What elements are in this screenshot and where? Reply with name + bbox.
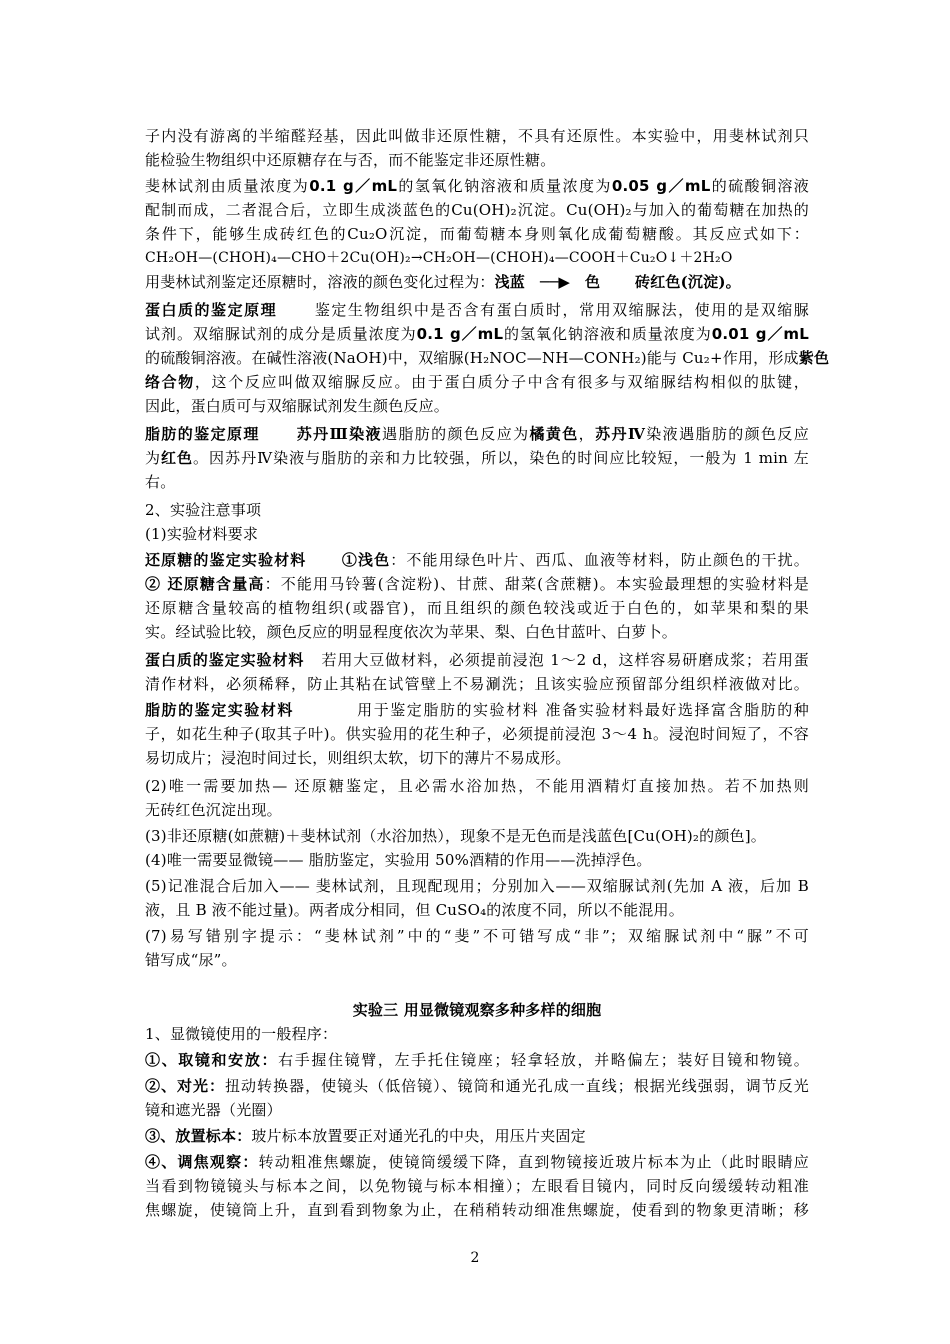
text-line: 错写成“尿”。 [145,951,237,969]
text-line: 因此，蛋白质可与双缩脲试剂发生颜色反应。 [145,397,450,415]
text-line: 镜和遮光器（光圈） [145,1101,282,1119]
text-line: ② 还原糖含量高：不能用马铃薯(含淀粉)、甘蔗、甜菜(含蔗糖)。本实验最理想的实验材料是 [145,575,809,593]
text-line: ②、对光：扭动转换器，使镜头（低倍镜）、镜筒和通光孔成一直线；根据光线强弱，调节反光 [145,1077,809,1095]
text-line: 易切成片；浸泡时间过长，则组织太软，切下的薄片不易成形。 [145,749,571,767]
section-heading: 脂肪的鉴定实验材料 [145,701,294,719]
text-line: 配制而成，二者混合后，立即生成淡蓝色的Cu(OH)₂沉淀。Cu(OH)₂与加入的葡萄糖在加热的 [145,201,809,219]
text-line: 用斐林试剂鉴定还原糖时，溶液的颜色变化过程为：浅蓝 ──▶ 色 砖红色(沉淀)。 [145,273,741,291]
text-line: 子内没有游离的半缩醛羟基，因此叫做非还原性糖，不具有还原性。本实验中，用斐林试剂只 [145,127,809,145]
experiment-title: 实验三 用显微镜观察多种多样的细胞 [352,1001,602,1019]
text-line: (5)记准混合后加入—— 斐林试剂，且现配现用；分别加入——双缩脲试剂(先加 A 液，后加 B [145,877,809,895]
text-line: (7)易写错别字提示：“斐林试剂”中的“斐”不可错写成“非”；双缩脲试剂中“脲”不可 [145,927,809,945]
text-line: 实。经试验比较，颜色反应的明显程度依次为苹果、梨、白色甘蓝叶、白萝卜。 [145,623,678,641]
section-title: 1、显微镜使用的一般程序： [145,1025,338,1043]
subsection-title: (1)实验材料要求 [145,525,259,543]
text-line: (3)非还原糖(如蔗糖)＋斐林试剂（水浴加热），现象不是无色而是浅蓝色[Cu(OH)₂的颜色]。 [145,827,766,845]
section-heading: 蛋白质的鉴定原理 [145,301,278,319]
text-line: 当看到物镜镜头与标本之间，以免物镜与标本相撞）；左眼看目镜内，同时反向缓缓转动粗准 [145,1177,809,1195]
text-line: ①、取镜和安放：右手握住镜臂，左手托住镜座；轻拿轻放，并略偏左；装好目镜和物镜。 [145,1051,809,1069]
text-line: 无砖红色沉淀出现。 [145,801,282,819]
text-line: 子，如花生种子(取其子叶)。供实验用的花生种子，必须提前浸泡 3～4 h。浸泡时间短了，不容 [145,725,809,743]
text-line: 为红色。因苏丹Ⅳ染液与脂肪的亲和力比较强，所以，染色的时间应比较短，一般为 1 min 左 [145,449,809,467]
reaction-formula: CH₂OH—(CHOH)₄—CHO＋2Cu(OH)₂→CH₂OH—(CHOH)₄—COOH＋Cu₂O↓＋2H₂O [145,250,733,266]
text-line: 的硫酸铜溶液。在碱性溶液(NaOH)中，双缩脲(H₂NOC—NH—CONH₂)能与 Cu₂+作用，形成紫色 [145,349,830,367]
text-line: 脂肪的鉴定原理 苏丹Ⅲ染液遇脂肪的颜色反应为橘黄色，苏丹Ⅳ染液遇脂肪的颜色反应 [145,425,810,443]
text-line: 试剂。双缩脲试剂的成分是质量浓度为0.1 g／mL的氢氧化钠溶液和质量浓度为0.01 g／mL [145,325,810,343]
section-heading: 还原糖的鉴定实验材料 [145,551,307,569]
text-line: 焦螺旋，使镜筒上升，直到看到物象为止，在稍稍转动细准焦螺旋，使看到的物象更清晰；移 [145,1201,809,1219]
section-heading: 蛋白质的鉴定实验材料 [145,651,305,669]
page-number: 2 [470,1250,480,1266]
text-line: (4)唯一需要显微镜—— 脂肪鉴定，实验用 50%酒精的作用——洗掉浮色。 [145,851,652,869]
text-line: 清作材料，必须稀释，防止其粘在试管壁上不易涮洗；且该实验应预留部分组织样液做对比。 [145,675,809,693]
arrow-icon: ──▶ [539,273,571,291]
text-line: ③、放置标本：玻片标本放置要正对通光孔的中央，用压片夹固定 [145,1127,586,1145]
text-line: 能检验生物组织中还原糖存在与否，而不能鉴定非还原性糖。 [145,151,556,169]
text-line: 蛋白质的鉴定实验材料 若用大豆做材料，必须提前浸泡 1～2 d，这样容易研磨成浆；若用蛋 [145,651,810,669]
text-line: 络合物，这个反应叫做双缩脲反应。由于蛋白质分子中含有很多与双缩脲结构相似的肽键， [145,373,810,391]
text-line: 蛋白质的鉴定原理 鉴定生物组织中是否含有蛋白质时，常用双缩脲法，使用的是双缩脲 [145,301,809,319]
text-line: 右。 [145,473,176,491]
text-line: 斐林试剂由质量浓度为0.1 g／mL的氢氧化钠溶液和质量浓度为0.05 g／mL的硫酸铜溶液 [145,177,809,195]
text-line: (2)唯一需要加热— 还原糖鉴定，且必需水浴加热，不能用酒精灯直接加热。若不加热则 [145,777,809,795]
text-line: ④、调焦观察：转动粗准焦螺旋，使镜筒缓缓下降，直到物镜接近玻片标本为止（此时眼睛应 [145,1153,809,1171]
text-line: 液，且 B 液不能过量)。两者成分相同，但 CuSO₄的浓度不同，所以不能混用。 [145,901,684,919]
text-line: 条件下，能够生成砖红色的Cu₂O沉淀，而葡萄糖本身则氧化成葡萄糖酸。其反应式如下： [145,225,809,243]
section-heading: 脂肪的鉴定原理 [145,425,260,443]
text-line: 还原糖含量较高的植物组织(或器官)，而且组织的颜色较浅或近于白色的，如苹果和梨的果 [145,599,809,617]
text-line: 还原糖的鉴定实验材料 ①浅色：不能用绿色叶片、西瓜、血液等材料，防止颜色的干扰。 [145,551,809,569]
text-line: 脂肪的鉴定实验材料 用于鉴定脂肪的实验材料 准备实验材料最好选择富含脂肪的种 [145,701,809,719]
section-title: 2、实验注意事项 [145,501,262,519]
